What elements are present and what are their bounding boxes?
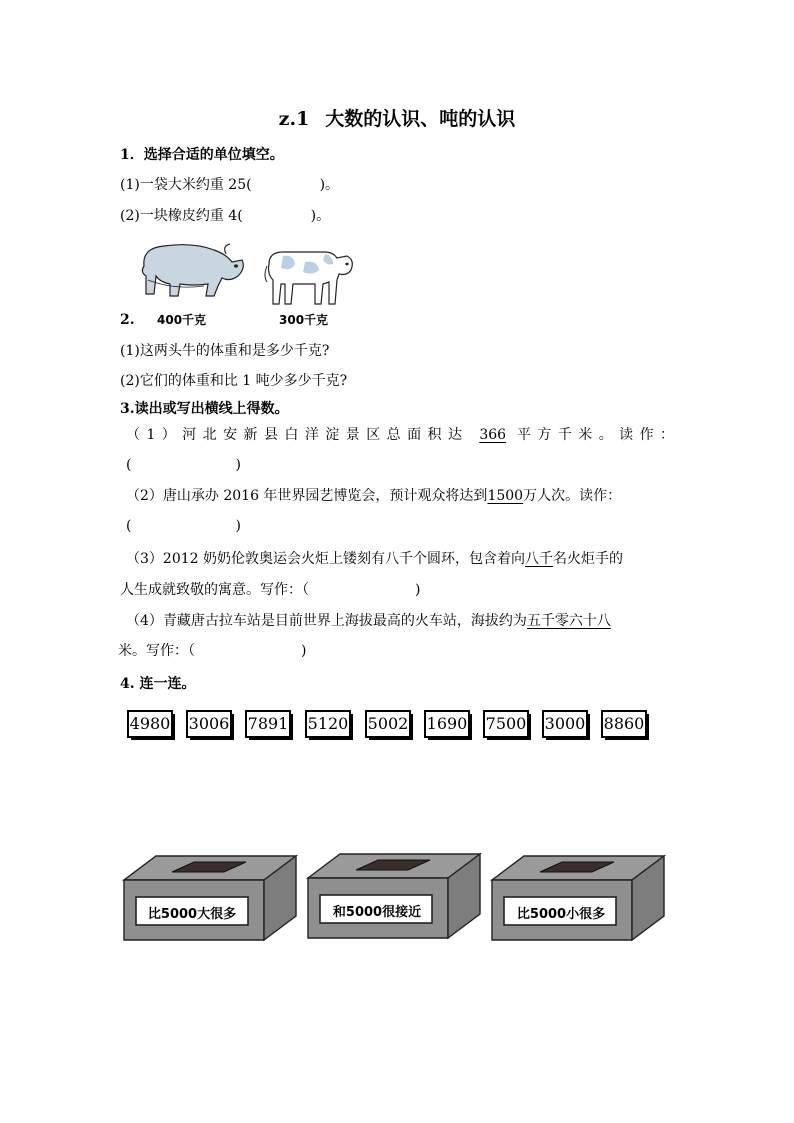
cow1-weight-label: 400千克 [157,313,207,327]
paren-close: ) [235,518,241,534]
q1-item-1-text: (1)一袋大米约重 25( [120,177,252,193]
q3-item-4-line2 [118,641,306,661]
q1-item-1-end: )。 [319,177,340,193]
q3-item-1-answer[interactable] [126,455,241,475]
q3-item-2-number: 1500 [487,488,524,504]
bin-box-2[interactable] [304,850,484,942]
q3-item-2-text-end: 万人次。读作： [523,488,622,504]
q2-number: 2. [120,312,135,328]
title-id: z.1 [278,108,310,130]
bin-label-1: 比5000大很多 [147,907,237,922]
q3-item-3 [126,549,623,569]
bin-box-1[interactable] [120,852,300,944]
q3-item-3-text-end: 名火炬手的 [553,551,623,567]
bin-label-3: 比5000小很多 [516,907,606,922]
q1-item-2 [120,206,330,226]
number-card[interactable]: 5002 [365,710,411,738]
number-card[interactable]: 7891 [245,710,291,738]
q3-item-1 [126,425,674,445]
q3-item-3-number: 八千 [525,551,553,567]
q3-heading: 3.读出或写出横线上得数。 [120,401,289,417]
dairy-cow-image [263,242,357,308]
q3-item-4-text: （4）青藏唐古拉车站是目前世界上海拔最高的火车站，海拔约为 [126,613,527,629]
title-text: 大数的认识、吨的认识 [325,108,516,130]
number-card[interactable]: 1690 [424,710,470,738]
paren-close: ) [415,582,421,598]
q3-item-1-text: （1）河北安新县白洋淀景区总面积达 [126,427,469,443]
q3-item-2-answer[interactable] [126,516,241,536]
q3-item-2 [126,486,621,506]
number-card[interactable]: 3000 [542,710,588,738]
number-card[interactable]: 3006 [186,710,232,738]
q3-item-3-line2-text: 人生成就致敬的寓意。写作：（ [120,582,309,598]
page-title [0,104,794,131]
q4-heading: 4. 连一连。 [120,676,196,692]
q3-item-1-text-end: 平方千米。读作： [516,427,675,443]
number-card[interactable]: 5120 [305,710,351,738]
number-card[interactable]: 7500 [483,710,529,738]
paren-close: ) [235,457,241,473]
paren-close: ) [301,643,307,659]
q1-item-2-text: (2)一块橡皮约重 4( [120,208,243,224]
q2-item-1: (1)这两头牛的体重和是多少千克? [120,343,330,359]
q3-item-4 [126,611,611,631]
q1-item-1 [120,175,339,195]
number-card[interactable]: 4980 [127,710,173,738]
q3-item-1-number: 366 [479,427,507,443]
buffalo-image [134,236,246,302]
q1-item-2-end: )。 [310,208,331,224]
cow2-weight-label: 300千克 [279,313,329,327]
q2-item-2: (2)它们的体重和比 1 吨少多少千克? [120,373,348,389]
q1-heading: 1．选择合适的单位填空。 [120,147,284,163]
bin-box-3[interactable] [488,852,668,944]
q3-item-3-line2 [120,580,420,600]
q3-item-4-number: 五千零六十八 [526,613,611,629]
q3-item-3-text: （3）2012 奶奶伦敦奥运会火炬上镂刻有八千个圆环，包含着向 [126,551,525,567]
number-card[interactable]: 8860 [601,710,647,738]
q3-item-4-line2-text: 米。写作：（ [118,643,195,659]
paren-open: ( [126,457,132,473]
bin-label-2: 和5000很接近 [332,905,422,920]
paren-open: ( [126,518,132,534]
q3-item-2-text: （2）唐山承办 2016 年世界园艺博览会，预计观众将达到 [126,488,488,504]
